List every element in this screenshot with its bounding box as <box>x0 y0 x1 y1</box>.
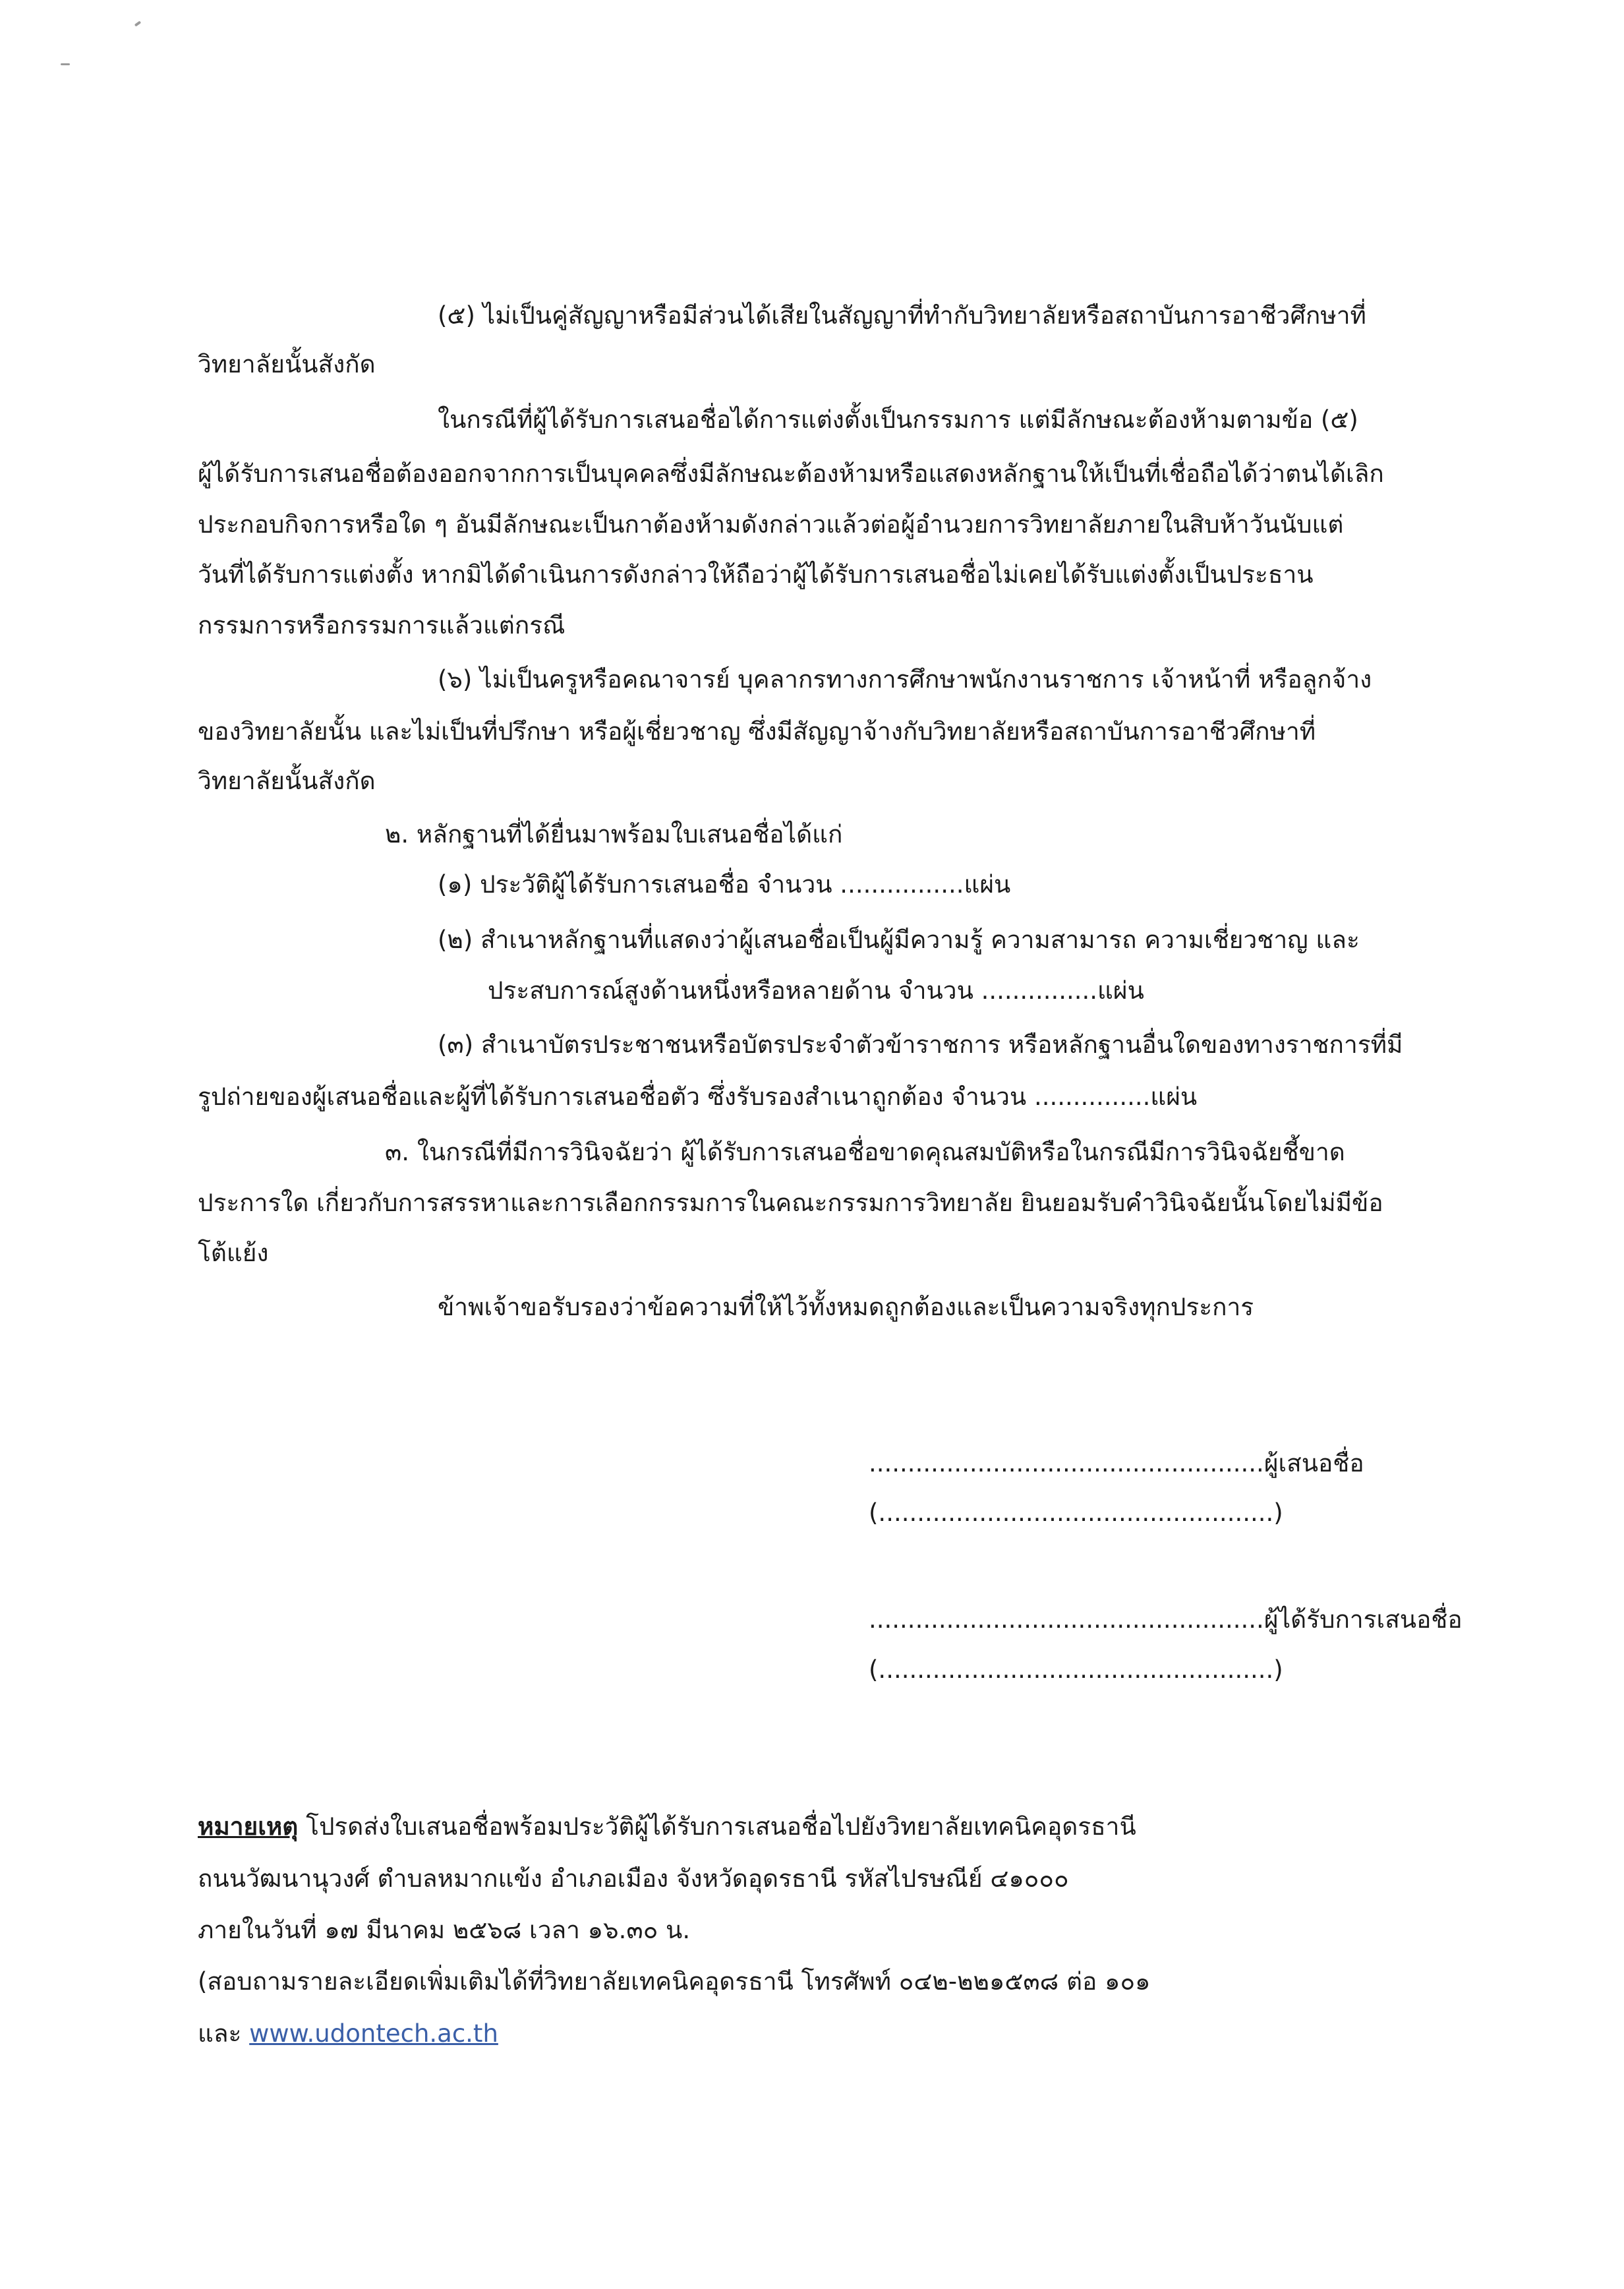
note-line-2: ถนนวัฒนานุวงศ์ ตำบลหมากแข้ง อำเภอเมือง จังหวัดอุดรธานี รหัสไปรษณีย์ ๔๑๐๐๐ <box>198 1864 1069 1893</box>
section-2-item-3: (๓) สำเนาบัตรประชาชนหรือบัตรประจำตัวข้าราชการ หรือหลักฐานอื่นใดของทางราชการที่มี <box>438 1030 1403 1059</box>
scan-speck <box>134 20 141 26</box>
section-3-line: ประการใด เกี่ยวกับการสรรหาและการเลือกกรรมการในคณะกรรมการวิทยาลัย ยินยอมรับคำวินิจฉัยนั้นโดยไม่มีข้อ <box>198 1189 1383 1217</box>
clause-5-line: วิทยาลัยนั้นสังกัด <box>198 350 376 378</box>
case-paragraph-line: กรรมการหรือกรรมการแล้วแต่กรณี <box>198 611 566 639</box>
clause-5-line: (๕) ไม่เป็นคู่สัญญาหรือมีส่วนได้เสียในสัญญาที่ทำกับวิทยาลัยหรือสถาบันการอาชีวศึกษาที่ <box>438 301 1366 330</box>
section-2-item-1: (๑) ประวัติผู้ได้รับการเสนอชื่อ จำนวน ................แผ่น <box>438 870 1011 899</box>
clause-6-line: วิทยาลัยนั้นสังกัด <box>198 767 376 795</box>
note-line-3: ภายในวันที่ ๑๗ มีนาคม ๒๕๖๘ เวลา ๑๖.๓๐ น. <box>198 1916 691 1944</box>
certification-statement: ข้าพเจ้าขอรับรองว่าข้อความที่ให้ไว้ทั้งหมดถูกต้องและเป็นความจริงทุกประการ <box>438 1293 1254 1321</box>
section-2-item-2: ประสบการณ์สูงด้านหนึ่งหรือหลายด้าน จำนวน ...............แผ่น <box>488 976 1144 1005</box>
nominee-name-line: (...................................................) <box>869 1655 1283 1684</box>
section-2-heading: ๒. หลักฐานที่ได้ยื่นมาพร้อมใบเสนอชื่อได้แก่ <box>385 820 843 848</box>
section-2-item-3: รูปถ่ายของผู้เสนอชื่อและผู้ที่ได้รับการเสนอชื่อตัว ซึ่งรับรองสำเนาถูกต้อง จำนวน ...............แผ่น <box>198 1083 1198 1111</box>
note-prefix: และ <box>198 2019 250 2048</box>
section-3-line: โต้แย้ง <box>198 1239 269 1267</box>
note-line-4: (สอบถามรายละเอียดเพิ่มเติมได้ที่วิทยาลัยเทคนิคอุดรธานี โทรศัพท์ ๐๔๒-๒๒๑๕๓๘ ต่อ ๑๐๑ <box>198 1967 1151 1996</box>
note-label: หมายเหตุ <box>198 1812 299 1841</box>
note-line-1 <box>198 1808 1136 1845</box>
note-line-5 <box>198 2015 498 2052</box>
section-3-line: ๓. ในกรณีที่มีการวินิจฉัยว่า ผู้ได้รับการเสนอชื่อขาดคุณสมบัติหรือในกรณีมีการวินิจฉัยชี้ขาด <box>385 1138 1345 1166</box>
clause-6-line: ของวิทยาลัยนั้น และไม่เป็นที่ปรึกษา หรือผู้เชี่ยวชาญ ซึ่งมีสัญญาจ้างกับวิทยาลัยหรือสถาบันการอาชีวศึกษาที่ <box>198 717 1316 746</box>
scan-speck <box>61 63 70 65</box>
website-link[interactable]: www.udontech.ac.th <box>249 2019 498 2048</box>
proposer-name-line: (...................................................) <box>869 1499 1283 1527</box>
case-paragraph-line: ประกอบกิจการหรือใด ๆ อันมีลักษณะเป็นกาต้องห้ามดังกล่าวแล้วต่อผู้อำนวยการวิทยาลัยภายในสิบห้าวันนับแต่ <box>198 510 1344 539</box>
section-2-item-2: (๒) สำเนาหลักฐานที่แสดงว่าผู้เสนอชื่อเป็นผู้มีความรู้ ความสามารถ ความเชี่ยวชาญ และ <box>438 926 1360 954</box>
case-paragraph-line: วันที่ได้รับการแต่งตั้ง หากมิได้ดำเนินการดังกล่าวให้ถือว่าผู้ได้รับการเสนอชื่อไม่เคยได้รับแต่งตั้งเป็นประธาน <box>198 560 1314 589</box>
case-paragraph-line: ในกรณีที่ผู้ได้รับการเสนอชื่อได้การแต่งตั้งเป็นกรรมการ แต่มีลักษณะต้องห้ามตามข้อ (๕) <box>438 405 1358 434</box>
note-text: โปรดส่งใบเสนอชื่อพร้อมประวัติผู้ได้รับการเสนอชื่อไปยังวิทยาลัยเทคนิคอุดรธานี <box>298 1812 1136 1841</box>
case-paragraph-line: ผู้ได้รับการเสนอชื่อต้องออกจากการเป็นบุคคลซึ่งมีลักษณะต้องห้ามหรือแสดงหลักฐานให้เป็นที่เชื่อถือได้ว่าตนได้เลิก <box>198 460 1384 488</box>
clause-6-line: (๖) ไม่เป็นครูหรือคณาจารย์ บุคลากรทางการศึกษาพนักงานราชการ เจ้าหน้าที่ หรือลูกจ้าง <box>438 665 1372 694</box>
proposer-signature-line: ...................................................ผู้เสนอชื่อ <box>869 1449 1364 1477</box>
nominee-signature-line: ...................................................ผู้ได้รับการเสนอชื่อ <box>869 1605 1463 1634</box>
